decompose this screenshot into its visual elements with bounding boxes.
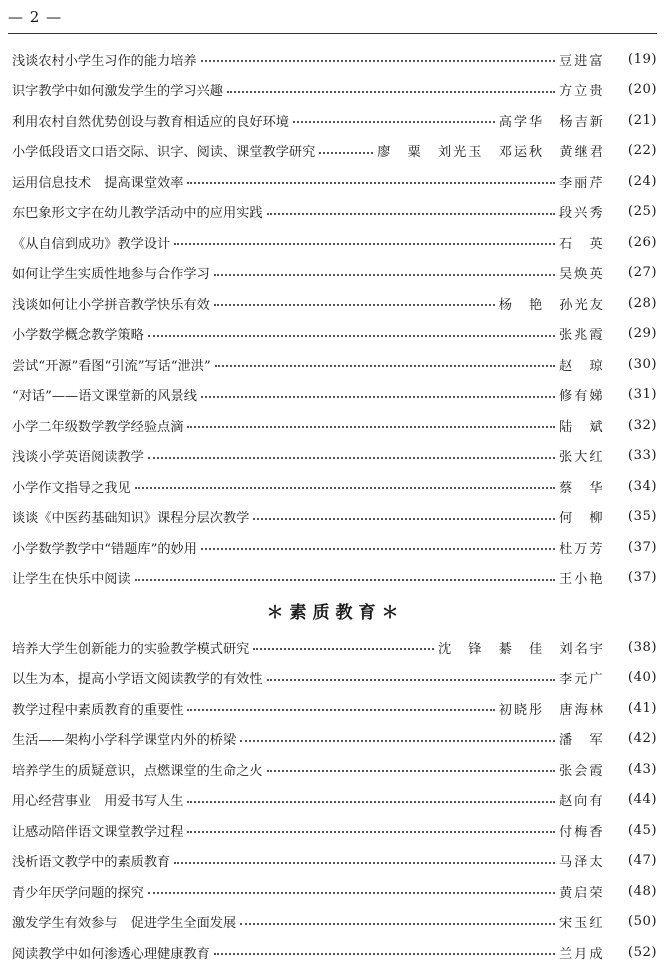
toc-entry-title: 让感动陪伴语文课堂教学过程 (12, 824, 184, 840)
toc-entry-title: 尝试“开源”看图“引流”写话“泄洪” (12, 358, 211, 374)
toc-entry-title: 小学二年级数学教学经验点滴 (12, 419, 184, 435)
toc-entry-author: 张兆霞 (559, 328, 605, 344)
toc-entry-author: 高学华 杨吉新 (498, 114, 605, 130)
dot-leader (240, 740, 555, 742)
dot-leader (215, 365, 555, 367)
dot-leader (253, 648, 434, 650)
dot-leader (267, 213, 555, 215)
toc-section-2 (12, 632, 657, 968)
toc-entry-author: 马泽太 (559, 855, 605, 871)
dot-leader (187, 801, 555, 803)
toc-entry[interactable] (12, 410, 657, 441)
toc-entry[interactable] (12, 532, 657, 563)
toc-section-1 (12, 44, 657, 593)
toc-entry-author: 张会霞 (559, 763, 605, 779)
toc-entry-title: “对话”——语文课堂新的风景线 (12, 389, 197, 405)
dot-leader (253, 518, 555, 520)
toc-entry-author: 李丽芹 (559, 175, 605, 191)
toc-entry[interactable] (12, 907, 657, 938)
dot-leader (201, 548, 555, 550)
toc-entry-title: 浅谈如何让小学拼音教学快乐有效 (12, 297, 210, 313)
toc-entry-title: 东巴象形文字在幼儿教学活动中的应用实践 (12, 206, 263, 222)
toc-entry-author: 初晓彤 唐海林 (498, 702, 605, 718)
toc-entry[interactable] (12, 75, 657, 106)
toc-entry-page: (31) (627, 387, 657, 403)
toc-entry[interactable] (12, 136, 657, 167)
dot-leader (201, 60, 555, 62)
toc-entry-author: 兰月成 (559, 946, 605, 962)
toc-entry-page: (21) (627, 112, 657, 128)
toc-entry[interactable] (12, 166, 657, 197)
toc-entry[interactable] (12, 380, 657, 411)
toc-entry-page: (48) (627, 883, 657, 899)
toc-entry-page: (47) (627, 853, 657, 869)
toc-entry-page: (44) (627, 792, 657, 808)
toc-entry-author: 修有娣 (559, 389, 605, 405)
toc-entry-page: (24) (627, 173, 657, 189)
toc-entry-author: 豆进富 (559, 53, 605, 69)
toc-entry-page: (41) (627, 700, 657, 716)
toc-entry-page: (25) (627, 204, 657, 220)
toc-entry-author: 李元广 (559, 672, 605, 688)
toc-entry-page: (37) (627, 570, 657, 586)
toc-entry[interactable] (12, 502, 657, 533)
toc-entry-page: (26) (627, 234, 657, 250)
toc-entry[interactable] (12, 785, 657, 816)
toc-entry-page: (32) (627, 417, 657, 433)
toc-entry[interactable] (12, 227, 657, 258)
toc-entry-page: (28) (627, 295, 657, 311)
toc-entry-page: (27) (627, 265, 657, 281)
toc-entry[interactable] (12, 288, 657, 319)
toc-entry-page: (33) (627, 448, 657, 464)
dot-leader (293, 121, 495, 123)
dot-leader (214, 274, 555, 276)
dot-leader (148, 892, 555, 894)
toc-entry[interactable] (12, 349, 657, 380)
toc-entry-title: 让学生在快乐中阅读 (12, 572, 131, 588)
toc-entry-page: (52) (627, 944, 657, 960)
toc-entry[interactable] (12, 815, 657, 846)
toc-entry-author: 沈 锋 綦 佳 刘名宇 (437, 641, 605, 657)
dot-leader (187, 709, 494, 711)
toc-entry-title: 如何让学生实质性地参与合作学习 (12, 267, 210, 283)
toc-entry[interactable] (12, 44, 657, 75)
toc-entry-page: (19) (627, 51, 657, 67)
toc-entry[interactable] (12, 937, 657, 968)
toc-entry-author: 廖 粟 刘光玉 邓运秋 黄继君 (377, 145, 605, 161)
dot-leader (148, 335, 555, 337)
dot-leader (187, 831, 555, 833)
toc-entry-page: (29) (627, 326, 657, 342)
toc-entry[interactable] (12, 693, 657, 724)
dot-leader (174, 862, 555, 864)
toc-entry-author: 何 柳 (559, 511, 605, 527)
toc-entry-title: 培养学生的质疑意识，点燃课堂的生命之火 (12, 763, 263, 779)
toc-entry-author: 付梅香 (559, 824, 605, 840)
toc-entry-author: 宋玉红 (559, 916, 605, 932)
toc-entry-title: 利用农村自然优势创设与教育相适应的良好环境 (12, 114, 289, 130)
toc-entry[interactable] (12, 754, 657, 785)
toc-entry-page: (43) (627, 761, 657, 777)
section-heading: ＊素质教育＊ (266, 603, 405, 623)
toc-entry[interactable] (12, 319, 657, 350)
dot-leader (135, 579, 555, 581)
toc-entry-page: (42) (627, 731, 657, 747)
toc-entry-title: 生活——架构小学科学课堂内外的桥梁 (12, 733, 237, 749)
toc-entry-author: 黄启荣 (559, 885, 605, 901)
toc-entry-page: (34) (627, 478, 657, 494)
toc-entry[interactable] (12, 846, 657, 877)
dot-leader (227, 91, 555, 93)
toc-entry[interactable] (12, 258, 657, 289)
toc-entry-title: 浅析语文教学中的素质教育 (12, 855, 171, 871)
toc-entry[interactable] (12, 105, 657, 136)
toc-entry-author: 方立贵 (559, 84, 605, 100)
toc-entry-title: 浅谈小学英语阅读教学 (12, 450, 144, 466)
toc-entry-title: 以生为本，提高小学语文阅读教学的有效性 (12, 672, 263, 688)
dot-leader (135, 487, 555, 489)
toc-entry-page: (30) (627, 356, 657, 372)
toc-entry-page: (38) (627, 639, 657, 655)
toc-entry-page: (40) (627, 670, 657, 686)
dot-leader (187, 426, 555, 428)
toc-entry-title: 用心经营事业 用爱书写人生 (12, 794, 184, 810)
toc-entry[interactable] (12, 441, 657, 472)
toc-entry-author: 赵 琼 (559, 358, 605, 374)
toc-entry-title: 培养大学生创新能力的实验教学模式研究 (12, 641, 250, 657)
toc-entry-author: 蔡 华 (559, 480, 605, 496)
toc-entry-title: 运用信息技术 提高课堂效率 (12, 175, 184, 191)
toc-entry-author: 陆 斌 (559, 419, 605, 435)
toc-entry-author: 杨 艳 孙光友 (498, 297, 605, 313)
toc-entry-author: 石 英 (559, 236, 605, 252)
dot-leader (201, 396, 555, 398)
toc-entry-title: 小学作文指导之我见 (12, 480, 131, 496)
toc-entry-title: 浅谈农村小学生习作的能力培养 (12, 53, 197, 69)
dot-leader (187, 182, 555, 184)
toc-entry-title: 青少年厌学问题的探究 (12, 885, 144, 901)
dot-leader (214, 304, 495, 306)
dot-leader (267, 770, 555, 772)
toc-entry-page: (20) (627, 82, 657, 98)
toc-entry-author: 赵向有 (559, 794, 605, 810)
toc-entry-title: 激发学生有效参与 促进学生全面发展 (12, 916, 237, 932)
toc-entry[interactable] (12, 632, 657, 663)
header-rule (8, 33, 657, 34)
toc-entry-author: 段兴秀 (559, 206, 605, 222)
toc-entry-title: 小学低段语文口语交际、识字、阅读、课堂教学研究 (12, 145, 316, 161)
toc-entry-author: 吴焕英 (559, 267, 605, 283)
toc-entry-page: (50) (627, 914, 657, 930)
toc-entry-page: (37) (627, 539, 657, 555)
toc-entry-page: (45) (627, 822, 657, 838)
toc-entry-title: 教学过程中素质教育的重要性 (12, 702, 184, 718)
toc-entry-title: 识字教学中如何激发学生的学习兴趣 (12, 84, 223, 100)
toc-entry-author: 杜万芳 (559, 541, 605, 557)
dot-leader (214, 953, 555, 955)
toc-entry[interactable] (12, 663, 657, 694)
toc-entry-title: 《从自信到成功》教学设计 (12, 236, 171, 252)
toc-entry[interactable] (12, 197, 657, 228)
toc-entry[interactable] (12, 563, 657, 594)
toc-entry-title: 谈谈《中医药基础知识》课程分层次教学 (12, 511, 250, 527)
toc-entry-title: 小学数学概念教学策略 (12, 328, 144, 344)
page-header: — 2 — (8, 8, 63, 26)
toc-entry-author: 张大红 (559, 450, 605, 466)
toc-entry-title: 小学数学教学中“错题库”的妙用 (12, 541, 197, 557)
toc-entry[interactable] (12, 876, 657, 907)
toc-entry-title: 阅读教学中如何渗透心理健康教育 (12, 946, 210, 962)
dot-leader (319, 152, 373, 154)
toc-entry[interactable] (12, 724, 657, 755)
toc-entry-author: 王小艳 (559, 572, 605, 588)
toc-entry-page: (22) (627, 143, 657, 159)
toc-entry[interactable] (12, 471, 657, 502)
toc-entry-author: 潘 军 (559, 733, 605, 749)
toc-entry-page: (35) (627, 509, 657, 525)
dot-leader (267, 679, 555, 681)
dot-leader (174, 243, 555, 245)
dot-leader (148, 457, 555, 459)
dot-leader (240, 923, 555, 925)
